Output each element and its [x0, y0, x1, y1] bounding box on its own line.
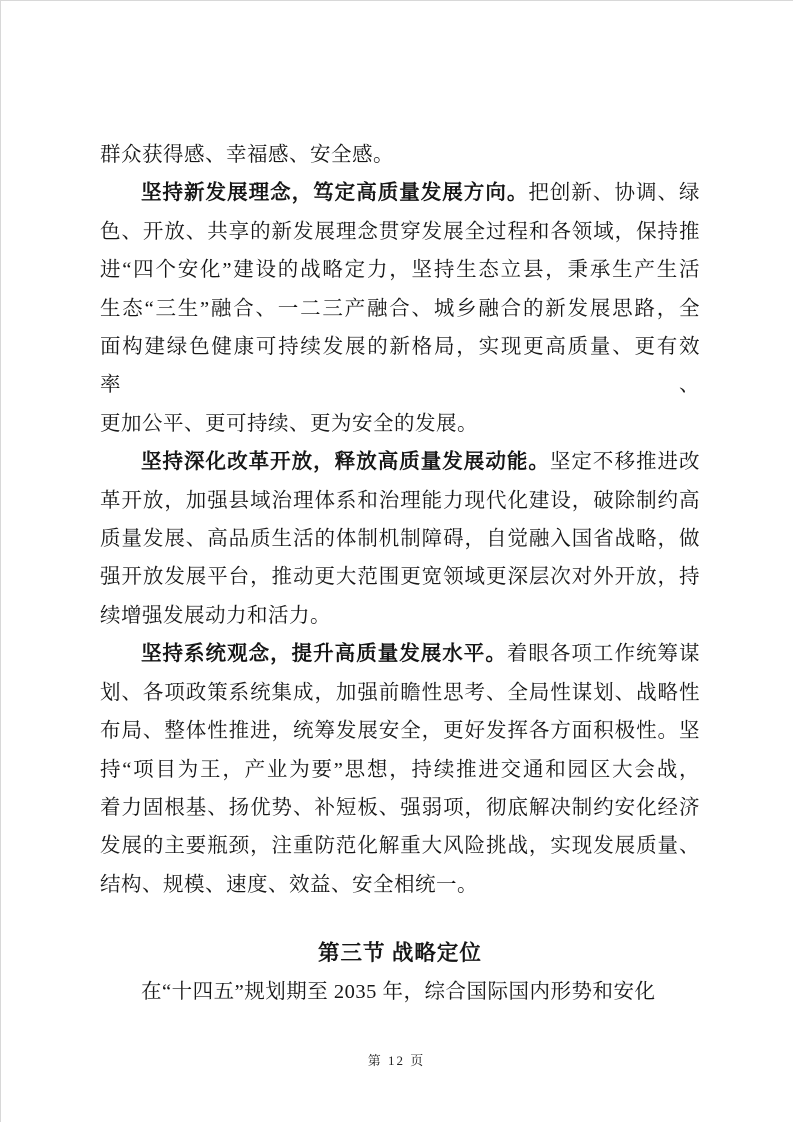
line-text: 在“十四五”规划期至 2035 年，综合国际国内形势和安化	[141, 980, 656, 1003]
body-line	[100, 597, 700, 635]
line-text: 群众获得感、幸福感、安全感。	[100, 144, 394, 166]
body-line	[100, 520, 700, 558]
bold-lead: 坚持系统观念，提升高质量发展水平。	[141, 643, 507, 666]
body-line	[100, 251, 700, 289]
line-text: 革开放，加强县域治理体系和治理能力现代化建设，破除制约高	[100, 489, 700, 512]
body-line	[100, 174, 700, 212]
line-text: 色、开放、共享的新发展理念贯穿发展全过程和各领域，保持推	[100, 220, 700, 243]
body-line	[100, 290, 700, 328]
body-line	[100, 827, 700, 865]
section-heading: 第三节 战略定位	[318, 941, 482, 966]
line-text: 生态“三生”融合、一二三产融合、城乡融合的新发展思路，全	[100, 297, 700, 320]
line-text: 着眼各项工作统筹谋	[506, 643, 701, 666]
body-line	[100, 136, 700, 174]
body-line	[100, 751, 700, 789]
body-line	[100, 674, 700, 712]
body-line	[100, 635, 700, 673]
body-line	[100, 328, 700, 405]
line-text: 质量发展、高品质生活的体制机制障碍，自觉融入国省战略，做	[100, 528, 700, 551]
body-line	[100, 789, 700, 827]
body-line	[100, 973, 700, 1011]
line-text: 着力固根基、扬优势、补短板、强弱项，彻底解决制约安化经济	[100, 796, 700, 819]
line-text: 进“四个安化”建设的战略定力，坚持生态立县，秉承生产生活	[100, 259, 700, 282]
line-text: 续增强发展动力和活力。	[100, 604, 331, 627]
body-line	[100, 712, 700, 750]
line-text: 持“项目为王，产业为要”思想，持续推进交通和园区大会战，	[100, 758, 700, 781]
line-text: 划、各项政策系统集成，加强前瞻性思考、全局性谋划、战略性	[100, 681, 700, 704]
body-line	[100, 482, 700, 520]
line-text: 坚定不移推进改	[549, 451, 701, 474]
bold-lead: 坚持深化改革开放，释放高质量发展动能。	[141, 451, 550, 474]
line-text: 结构、规模、速度、效益、安全相统一。	[100, 873, 478, 896]
body-line	[100, 405, 700, 443]
body-line	[100, 558, 700, 596]
line-text: 把创新、协调、绿	[528, 182, 700, 205]
line-text: 面构建绿色健康可持续发展的新格局，实现更高质量、更有效率、	[100, 336, 700, 397]
body-line	[100, 213, 700, 251]
line-text: 发展的主要瓶颈，注重防范化解重大风险挑战，实现发展质量、	[100, 835, 700, 858]
body-line	[100, 866, 700, 904]
line-text: 更加公平、更可持续、更为安全的发展。	[100, 412, 478, 435]
line-text: 布局、整体性推进，统筹发展安全，更好发挥各方面积极性。坚	[100, 720, 700, 743]
line-text: 强开放发展平台，推动更大范围更宽领域更深层次对外开放，持	[100, 566, 700, 589]
body-line	[100, 443, 700, 481]
page-number: 第 12 页	[367, 1053, 426, 1068]
document-body	[100, 136, 700, 1011]
bold-lead: 坚持新发展理念，笃定高质量发展方向。	[141, 182, 529, 205]
